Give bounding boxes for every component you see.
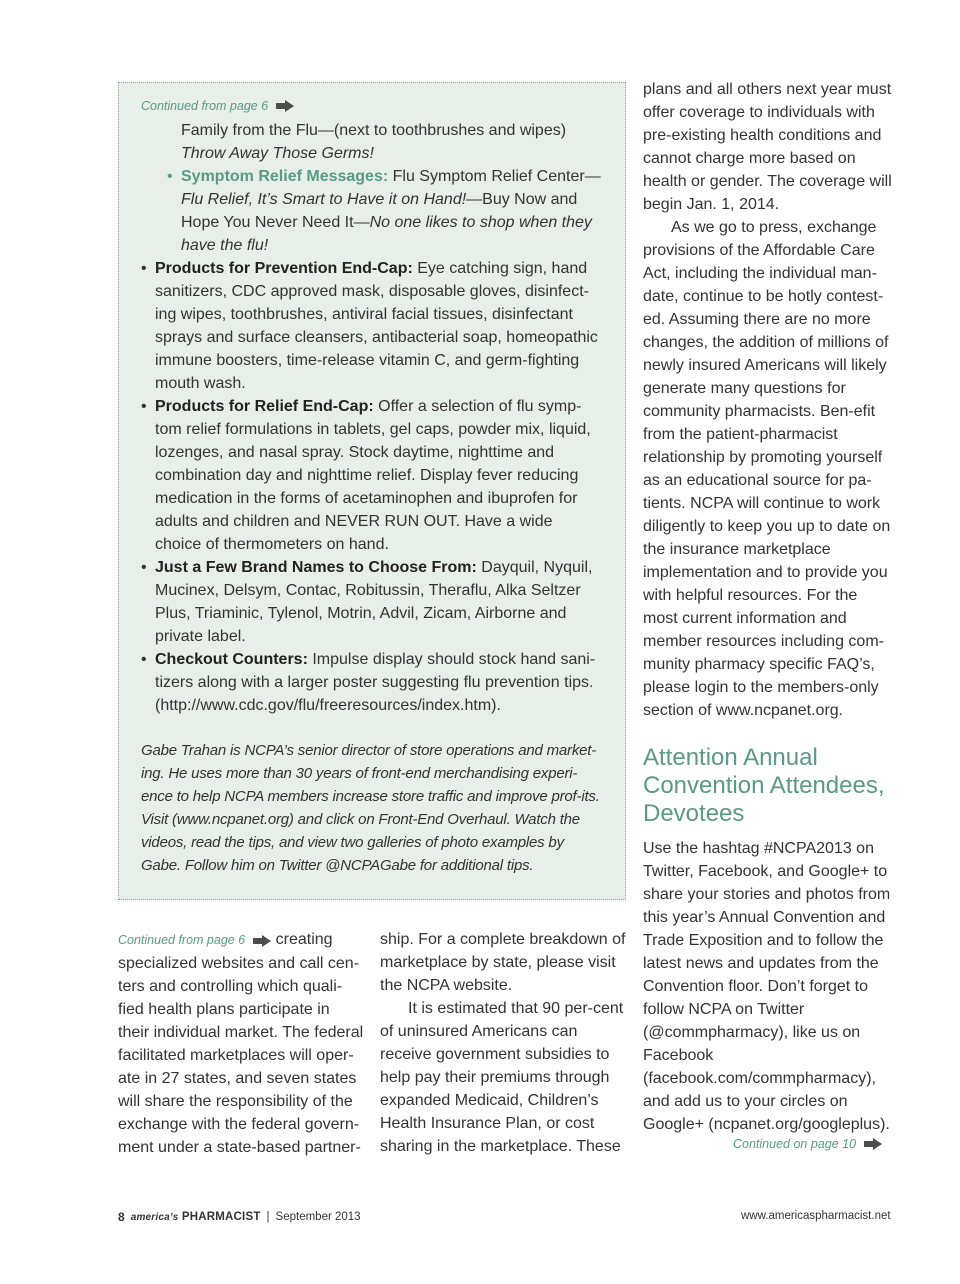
footer-separator: | [266, 1211, 270, 1223]
bullet-item: • Products for Prevention End-Cap: Eye catching sign, hand sanitizers, CDC approved mask, disposable gloves, disinfect-ing wipes, toothbrushes, antiviral facial tissues, disinfectant sprays and surface cleansers, antibacterial soap, homeopathic immune boosters, time-release vitamin C, and germ-fighting mouth wash. [141, 257, 603, 395]
issue-date: September 2013 [275, 1211, 361, 1223]
section-heading: Attention Annual Convention Attendees, Devotees [643, 744, 885, 827]
continued-from-label: Continued from page 6 [118, 929, 271, 952]
paragraph: As we go to press, exchange provisions of the Affordable Care Act, including the individual man-date, continue to be hotly contest-ed. Assuming there are no more changes, the addition of millions of newly insured Americans will likely generate many questions for community pharmacists. Ben-efit from the patient-pharmacist relationship by promoting yourself as an educational source for pa-tients. NCPA will continue to work diligently to keep you up to date on the insurance marketplace implementation and to provide you with helpful resources. For the most current information and member resources including com-munity pharmacy specific FAQ’s, please login to the members-only section of www.ncpanet.org. [643, 219, 891, 719]
article-column-right [643, 78, 893, 722]
sidebar-line-italic: Throw Away Those Germs! [181, 145, 374, 162]
paragraph: It is estimated that 90 per-cent of uninsured Americans can receive government subsidies to help pay their premiums through expanded Medicaid, Children’s Health Insurance Plan, or cost sharing in the marketplace. These [380, 1000, 624, 1155]
website-url: www.americaspharmacist.net [741, 1210, 891, 1222]
article-column-left [118, 928, 364, 1159]
paragraph: Continued from page 6 creating specialized websites and call cen-ters and controlling which quali-fied health plans participate in their individual market. The federal facilitated marketplaces will oper-ate in 27 states, and seven states will share the responsibility of the exchange with the federal govern-ment under a state-based partner- [118, 931, 364, 1156]
bullet-item: • Checkout Counters: Impulse display should stock hand sani-tizers along with a larger poster suggesting flu prevention tips. (http://www.cdc.gov/flu/freeresources/index.htm). [141, 648, 603, 717]
magazine-logo: america’s PHARMACIST [130, 1211, 261, 1223]
paragraph: plans and all others next year must offer coverage to individuals with pre-existing health conditions and cannot charge more based on health or gender. The coverage will begin Jan. 1, 2014. [643, 81, 892, 213]
symptom-relief-title: Symptom Relief Messages: [181, 168, 389, 185]
bullet-icon: • [141, 559, 147, 576]
continued-on-label: Continued on page 10 [733, 1137, 882, 1151]
paragraph: ship. For a complete breakdown of marketplace by state, please visit the NCPA website. [380, 931, 626, 994]
bullet-icon: • [141, 398, 147, 415]
bullet-icon: • [141, 651, 147, 668]
arrow-right-icon [864, 1138, 882, 1150]
page-number: 8 [118, 1210, 125, 1224]
paragraph: Use the hashtag #NCPA2013 on Twitter, Facebook, and Google+ to share your stories and photos from this year’s Annual Convention and Trade Exposition and to follow the latest news and updates from the Convention floor. Don’t forget to follow NCPA on Twitter (@commpharmacy), like us on Facebook (facebook.com/commpharmacy), and add us to your circles on Google+ (ncpanet.org/googleplus). [643, 840, 891, 1133]
sidebar-box [118, 82, 626, 900]
sidebar-body [141, 119, 603, 717]
arrow-right-icon [253, 935, 271, 947]
sidebar-line: Family from the Flu—(next to toothbrushes and wipes) [181, 122, 567, 139]
arrow-right-icon [276, 100, 294, 112]
author-bio: Gabe Trahan is NCPA’s senior director of store operations and market-ing. He uses more than 30 years of front-end merchandising experi-ence to help NCPA members increase store traffic and improve prof-its. Visit (www.ncpanet.org) and click on Front-End Overhaul. Watch the videos, read the tips, and view two galleries of photo examples by Gabe. Follow him on Twitter @NCPAGabe for additional tips. [141, 742, 600, 874]
bullet-icon: • [141, 260, 147, 277]
convention-text [643, 837, 893, 1136]
article-column-middle [380, 928, 626, 1158]
continued-from-label: Continued from page 6 [141, 99, 294, 113]
symptom-relief-item: • Symptom Relief Messages: Flu Symptom Relief Center— Flu Relief, It’s Smart to Have it on Hand!—Buy Now and Hope You Never Need It—No one likes to shop when they have the flu! [141, 165, 603, 257]
bullet-item: • Products for Relief End-Cap: Offer a selection of flu symp-tom relief formulations in tablets, gel caps, powder mix, liquid, lozenges, and nasal spray. Stock daytime, nighttime and combination day and nighttime relief. Display fever reducing medication in the forms of acetaminophen and ibuprofen for adults and children and NEVER RUN OUT. Have a wide choice of thermometers on hand. [141, 395, 603, 556]
bullet-icon: • [167, 168, 173, 185]
footer-left [118, 1210, 361, 1224]
bullet-item: • Just a Few Brand Names to Choose From: Dayquil, Nyquil, Mucinex, Delsym, Contac, Robitussin, Theraflu, Alka Seltzer Plus, Triaminic, Tylenol, Motrin, Advil, Zicam, Airborne and private label. [141, 556, 603, 648]
